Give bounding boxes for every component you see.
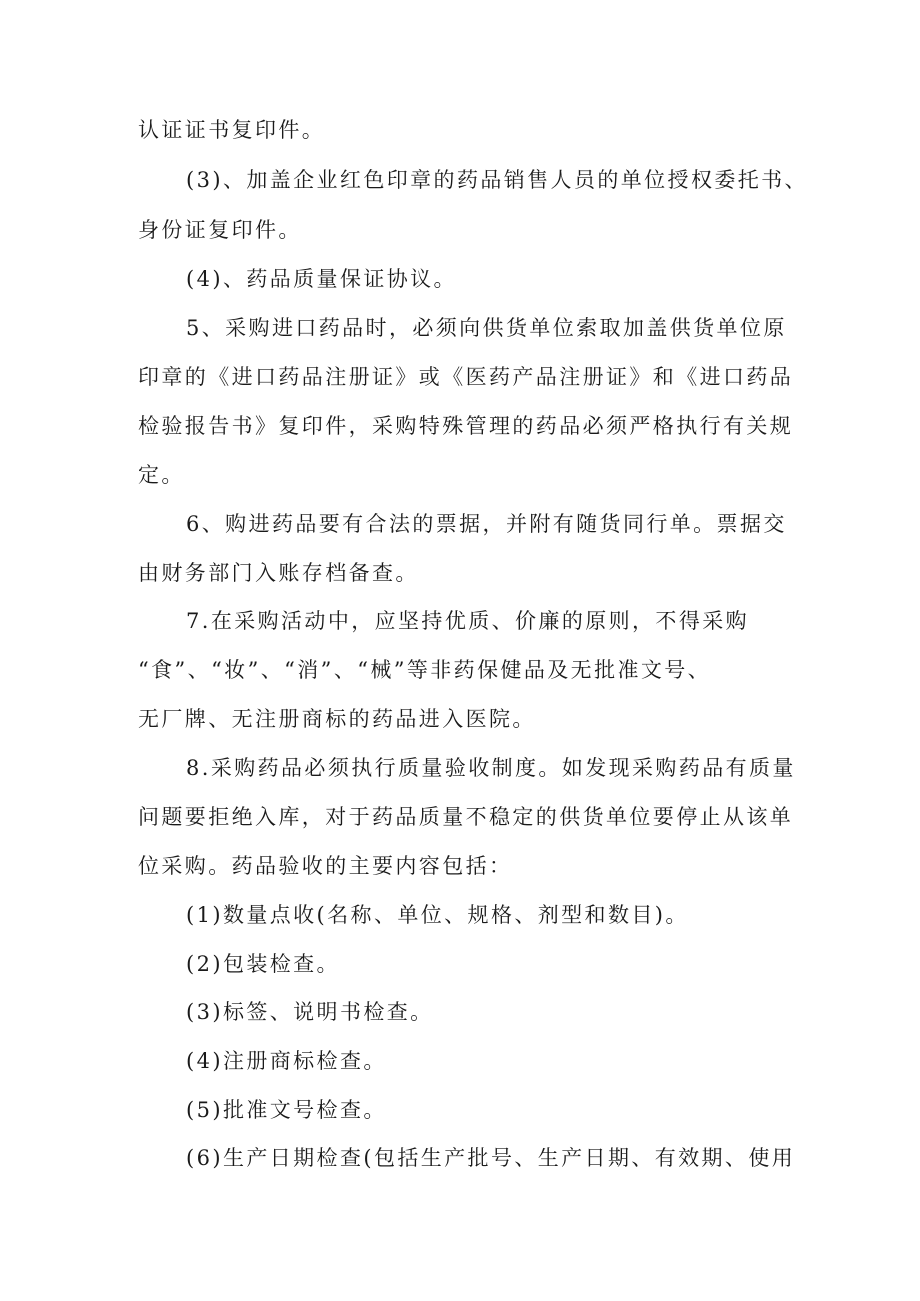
paragraph-line: 定。 [138, 463, 185, 487]
paragraph-line: (4)、药品质量保证协议。 [186, 267, 457, 291]
paragraph-line: “食”、“妆”、“消”、“械”等非药保健品及无批准文号、 [138, 658, 712, 682]
paragraph-line: 7.在采购活动中，应坚持优质、价廉的原则，不得采购 [186, 609, 750, 633]
paragraph-line: 问题要拒绝入库，对于药品质量不稳定的供货单位要停止从该单 [138, 805, 794, 829]
paragraph-line: 由财务部门入账存档备查。 [138, 561, 419, 585]
paragraph-line: 身份证复印件。 [138, 218, 302, 242]
paragraph-line: (1)数量点收(名称、单位、规格、剂型和数目)。 [186, 903, 689, 927]
paragraph-line: 无厂牌、无注册商标的药品进入医院。 [138, 707, 536, 731]
paragraph-line: (3)标签、说明书检查。 [186, 1000, 434, 1024]
paragraph-line: 认证证书复印件。 [138, 118, 326, 142]
paragraph-line: (6)生产日期检查(包括生产批号、生产日期、有效期、使用 [186, 1146, 796, 1170]
paragraph-line: (3)、加盖企业红色印章的药品销售人员的单位授权委托书、 [186, 168, 808, 192]
paragraph-line: 6、购进药品要有合法的票据，并附有随货同行单。票据交 [186, 512, 787, 536]
paragraph-line: (2)包装检查。 [186, 952, 340, 976]
paragraph-line: (5)批准文号检查。 [186, 1098, 387, 1122]
paragraph-line: 5、采购进口药品时，必须向供货单位索取加盖供货单位原 [186, 316, 787, 340]
paragraph-line: 8.采购药品必须执行质量验收制度。如发现采购药品有质量 [186, 756, 796, 780]
paragraph-line: (4)注册商标检查。 [186, 1049, 387, 1073]
paragraph-line: 检验报告书》复印件，采购特殊管理的药品必须严格执行有关规 [138, 414, 794, 438]
paragraph-line: 印章的《进口药品注册证》或《医药产品注册证》和《进口药品 [138, 365, 794, 389]
paragraph-line: 位采购。药品验收的主要内容包括： [138, 854, 513, 878]
